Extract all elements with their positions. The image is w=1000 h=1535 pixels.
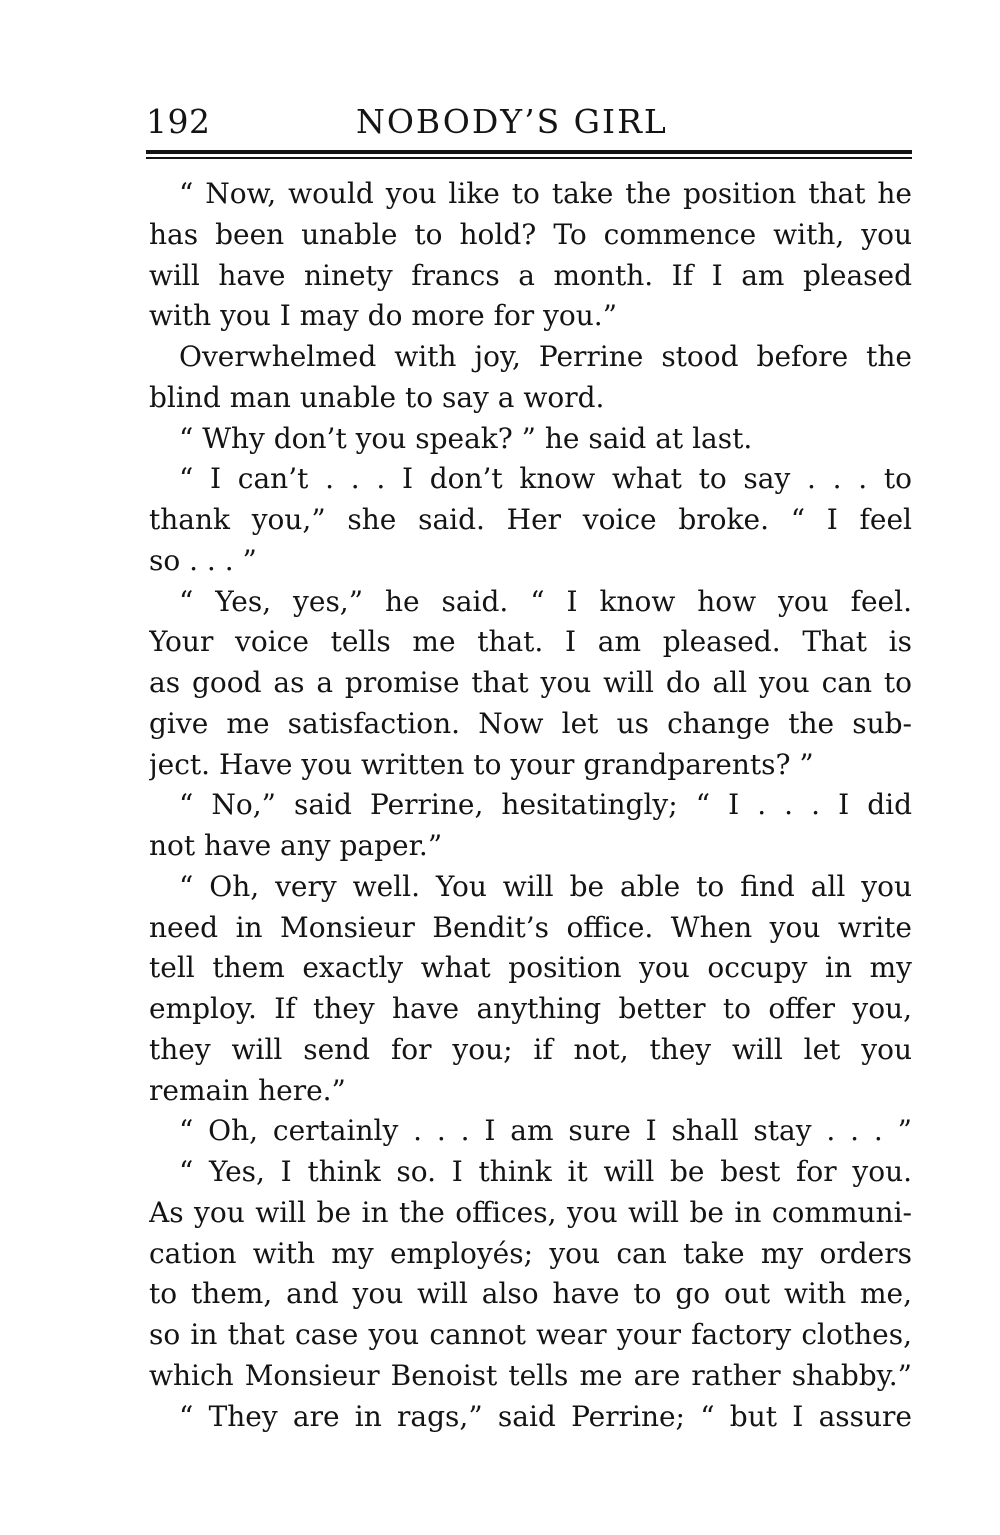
text-line: so . . . ”	[149, 543, 257, 577]
text-line: ject. Have you written to your grandparents? ”	[149, 747, 814, 781]
text-line: to them, and you will also have to go out with me,	[149, 1277, 912, 1311]
text-line: “ Oh, certainly . . . I am sure I shall stay . . . ”	[179, 1114, 912, 1148]
text-line: “ Why don’t you speak? ” he said at last.	[179, 421, 753, 455]
text-line: Overwhelmed with joy, Perrine stood before the	[179, 340, 912, 373]
text-line: As you will be in the offices, you will be in communi-	[149, 1195, 912, 1229]
running-title: NOBODY’S GIRL	[356, 102, 668, 141]
header-rule-thick	[146, 150, 912, 154]
text-line: cation with my employés; you can take my orders	[149, 1236, 912, 1270]
text-line: “ Now, would you like to take the position that he	[179, 177, 912, 210]
text-line: “ Yes, I think so. I think it will be best for you.	[179, 1155, 912, 1188]
text-line: “ Yes, yes,” he said. “ I know how you feel.	[179, 584, 912, 618]
text-line: with you I may do more for you.”	[149, 299, 618, 333]
text-line: they will send for you; if not, they will let you	[149, 1032, 912, 1066]
text-line: has been unable to hold? To commence with, you	[149, 217, 912, 251]
text-line: employ. If they have anything better to offer you,	[149, 992, 912, 1025]
text-line: which Monsieur Benoist tells me are rather shabby.”	[149, 1358, 912, 1392]
text-line: will have ninety francs a month. If I am pleased	[149, 258, 912, 292]
text-line: so in that case you cannot wear your factory clothes,	[149, 1318, 912, 1351]
text-line: blind man unable to say a word.	[149, 380, 605, 414]
body-text	[149, 174, 912, 1437]
text-line: not have any paper.”	[149, 829, 443, 862]
header-rule-thin	[146, 157, 912, 159]
text-line: “ Oh, very well. You will be able to find all you	[179, 869, 912, 903]
text-line: “ They are in rags,” said Perrine; “ but I assure	[179, 1399, 912, 1433]
text-line: “ I can’t . . . I don’t know what to say . . . to	[179, 462, 912, 496]
text-line: as good as a promise that you will do all you can to	[149, 666, 912, 699]
text-line: Your voice tells me that. I am pleased. That is	[149, 625, 912, 659]
page-header	[146, 102, 912, 146]
text-line: need in Monsieur Bendit’s office. When you write	[149, 910, 912, 944]
text-line: tell them exactly what position you occupy in my	[149, 951, 912, 985]
text-line: thank you,” she said. Her voice broke. “ I feel	[149, 503, 912, 536]
text-line: remain here.”	[149, 1073, 346, 1107]
text-line: “ No,” said Perrine, hesitatingly; “ I . . . I did	[179, 788, 912, 822]
page-number: 192	[146, 102, 211, 141]
text-line: give me satisfaction. Now let us change the sub-	[149, 706, 912, 740]
